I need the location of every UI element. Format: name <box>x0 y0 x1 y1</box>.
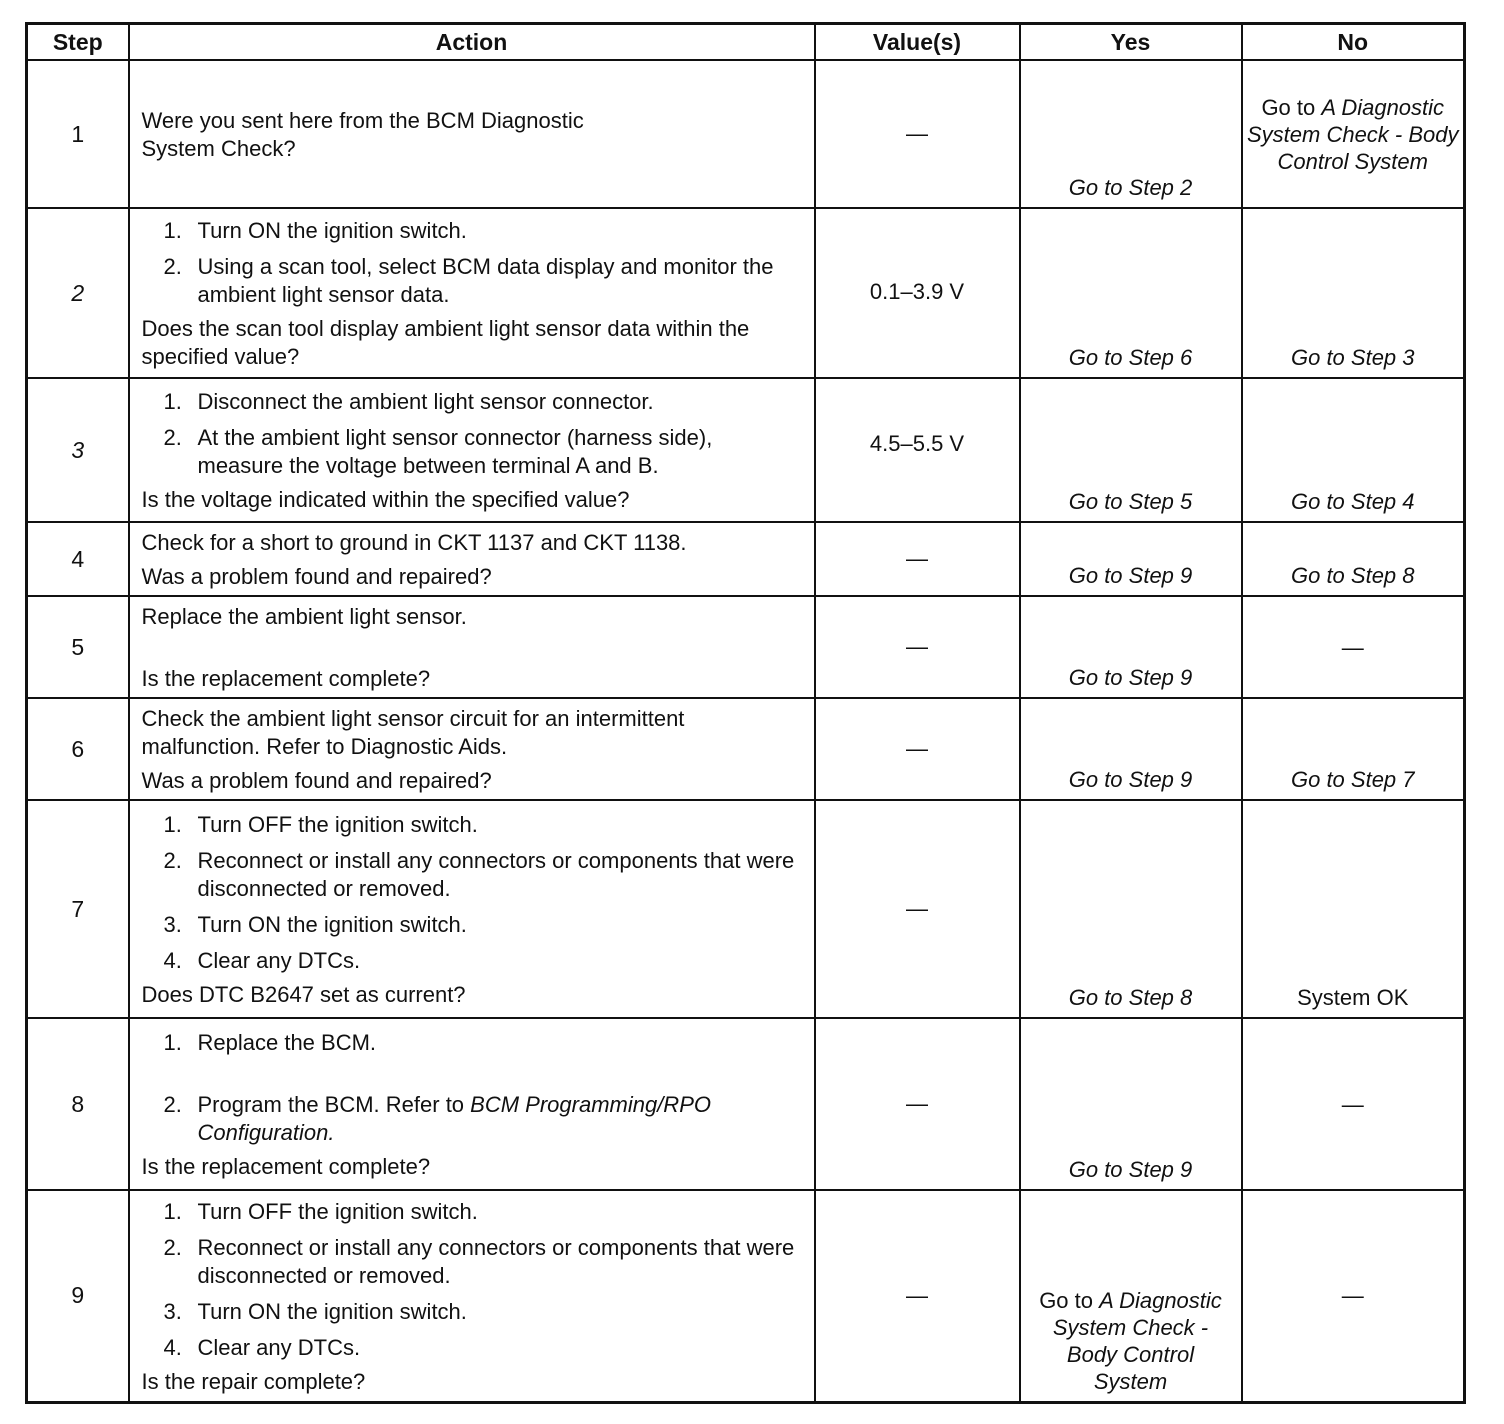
step-number: 3 <box>27 378 129 522</box>
no-cell: — <box>1242 1018 1465 1190</box>
item-number: 2. <box>163 848 182 873</box>
no-cell: System OK <box>1242 800 1465 1018</box>
step-number: 1 <box>27 60 129 208</box>
spacer <box>142 631 804 665</box>
action-cell <box>129 800 815 1018</box>
yes-link[interactable]: Go to Step 9 <box>1068 767 1193 792</box>
action-cell <box>129 378 815 522</box>
action-step-item <box>142 253 804 309</box>
item-number: 3. <box>163 912 182 937</box>
item-text: Replace the BCM. <box>197 1030 377 1055</box>
diagnostic-table <box>25 22 1466 1404</box>
yes-link[interactable]: Go to Step 9 <box>1068 1157 1193 1182</box>
value-cell: — <box>815 800 1020 1018</box>
no-cell[interactable] <box>1242 208 1465 378</box>
yes-cell[interactable] <box>1020 1190 1242 1402</box>
item-number: 1. <box>163 218 182 243</box>
yes-link[interactable]: Go to Step 5 <box>1068 489 1193 514</box>
bcm-programming-link[interactable]: BCM Programming/RPO Configuration. <box>197 1092 711 1145</box>
action-steps <box>142 1029 804 1147</box>
action-question: Was a problem found and repaired? <box>141 768 492 793</box>
no-link[interactable]: Go to Step 7 <box>1290 767 1415 792</box>
yes-cell[interactable] <box>1020 698 1242 800</box>
item-number: 2. <box>163 425 182 450</box>
item-text: Program the BCM. Refer to <box>197 1092 471 1117</box>
item-number: 3. <box>163 1298 182 1324</box>
value-cell: 0.1–3.9 V <box>815 208 1020 378</box>
step-number: 9 <box>27 1190 129 1402</box>
yes-link[interactable]: Go to Step 9 <box>1068 563 1193 588</box>
no-link[interactable]: A Diagnostic System Check - Body Control System <box>1246 94 1459 174</box>
step-number: 5 <box>27 596 129 698</box>
table-row-step-9 <box>27 1190 1465 1402</box>
no-link[interactable]: Go to Step 3 <box>1290 345 1415 370</box>
yes-link[interactable]: Go to Step 6 <box>1068 345 1193 370</box>
header-no: No <box>1242 24 1465 61</box>
table-row-step-3 <box>27 378 1465 522</box>
item-text: Clear any DTCs. <box>197 1334 361 1360</box>
value-cell: — <box>815 522 1020 596</box>
item-text: Turn ON the ignition switch. <box>197 218 467 243</box>
item-number: 1. <box>163 389 182 414</box>
action-instruction: Check the ambient light sensor circuit for an intermittent malfunction. Refer to Diagnostic Aids. <box>141 706 685 759</box>
action-step-item <box>142 847 804 903</box>
step-number: 4 <box>27 522 129 596</box>
item-text: Disconnect the ambient light sensor connector. <box>197 389 654 414</box>
yes-cell[interactable] <box>1020 378 1242 522</box>
action-step-item <box>142 1029 804 1057</box>
table-row-step-1 <box>27 60 1465 208</box>
no-prefix: Go to <box>1261 94 1322 120</box>
action-question: Does DTC B2647 set as current? <box>141 982 466 1007</box>
action-step-item <box>142 811 804 839</box>
header-values: Value(s) <box>815 24 1020 61</box>
item-number: 2. <box>163 1092 182 1117</box>
item-text: Using a scan tool, select BCM data display and monitor the ambient light sensor data. <box>197 254 774 307</box>
action-cell <box>129 1190 815 1402</box>
no-link[interactable]: Go to Step 8 <box>1290 563 1415 588</box>
item-text: Turn ON the ignition switch. <box>197 912 467 937</box>
item-text: Turn ON the ignition switch. <box>197 1298 467 1324</box>
no-link[interactable]: Go to Step 4 <box>1290 489 1415 514</box>
yes-cell[interactable] <box>1020 60 1242 208</box>
no-cell[interactable] <box>1242 60 1465 208</box>
header-yes: Yes <box>1020 24 1242 61</box>
table-row-step-8 <box>27 1018 1465 1190</box>
action-steps <box>142 217 804 309</box>
action-cell <box>129 522 815 596</box>
item-number: 1. <box>163 812 182 837</box>
yes-cell[interactable] <box>1020 208 1242 378</box>
item-number: 4. <box>163 1334 182 1360</box>
item-text: Turn OFF the ignition switch. <box>197 1198 478 1224</box>
step-number: 6 <box>27 698 129 800</box>
no-cell[interactable] <box>1242 698 1465 800</box>
action-question: Was a problem found and repaired? <box>141 564 492 589</box>
action-step-item <box>142 911 804 939</box>
value-cell: — <box>815 596 1020 698</box>
yes-cell[interactable] <box>1020 1018 1242 1190</box>
yes-link[interactable]: A Diagnostic System Check - Body Control System <box>1052 1287 1222 1394</box>
action-step-item <box>142 1091 804 1147</box>
table-row-step-4 <box>27 522 1465 596</box>
action-step-item <box>142 1198 804 1226</box>
action-step-item <box>142 424 804 480</box>
no-cell: — <box>1242 1190 1465 1402</box>
action-question: Does the scan tool display ambient light sensor data within the specified value? <box>141 316 750 369</box>
action-instruction: Check for a short to ground in CKT 1137 and CKT 1138. <box>141 530 687 555</box>
action-question: Is the replacement complete? <box>141 666 431 691</box>
action-question: Is the repair complete? <box>141 1368 366 1394</box>
header-row <box>27 24 1465 61</box>
value-cell: — <box>815 1018 1020 1190</box>
value-cell: — <box>815 60 1020 208</box>
action-step-item <box>142 947 804 975</box>
yes-link[interactable]: Go to Step 2 <box>1068 175 1193 200</box>
action-instruction: Replace the ambient light sensor. <box>141 604 467 629</box>
item-number: 4. <box>163 948 182 973</box>
no-cell: — <box>1242 596 1465 698</box>
item-text: At the ambient light sensor connector (harness side), measure the voltage between terminal A and B. <box>197 425 713 478</box>
header-step: Step <box>27 24 129 61</box>
yes-cell[interactable] <box>1020 522 1242 596</box>
step-number: 7 <box>27 800 129 1018</box>
item-number: 1. <box>163 1198 182 1224</box>
yes-link[interactable]: Go to Step 9 <box>1068 665 1193 690</box>
item-number: 2. <box>163 1234 182 1260</box>
action-cell <box>129 208 815 378</box>
value-cell: — <box>815 1190 1020 1402</box>
action-step-item <box>142 217 804 245</box>
no-cell[interactable] <box>1242 378 1465 522</box>
item-text: Turn OFF the ignition switch. <box>197 812 478 837</box>
action-cell <box>129 1018 815 1190</box>
yes-link[interactable]: Go to Step 8 <box>1068 985 1193 1010</box>
table-row-step-7 <box>27 800 1465 1018</box>
step-number: 8 <box>27 1018 129 1190</box>
action-question: Were you sent here from the BCM Diagnostic <box>141 108 584 133</box>
action-cell <box>129 60 815 208</box>
action-step-item <box>142 1298 804 1326</box>
header-action: Action <box>129 24 815 61</box>
yes-cell[interactable] <box>1020 596 1242 698</box>
action-step-item <box>142 1234 804 1290</box>
item-number: 2. <box>163 254 182 279</box>
yes-prefix: Go to <box>1039 1287 1100 1313</box>
action-steps <box>142 388 804 480</box>
item-text: Reconnect or install any connectors or components that were disconnected or removed. <box>197 848 795 901</box>
yes-cell[interactable] <box>1020 800 1242 1018</box>
action-question-cont: System Check? <box>141 136 296 161</box>
no-cell[interactable] <box>1242 522 1465 596</box>
action-step-item <box>142 1334 804 1362</box>
action-question: Is the replacement complete? <box>141 1154 431 1179</box>
value-cell: — <box>815 698 1020 800</box>
item-number: 1. <box>163 1030 182 1055</box>
item-text: Reconnect or install any connectors or components that were disconnected or removed. <box>197 1234 795 1288</box>
action-cell <box>129 596 815 698</box>
action-step-item <box>142 388 804 416</box>
table-row-step-6 <box>27 698 1465 800</box>
table-row-step-5 <box>27 596 1465 698</box>
step-number: 2 <box>27 208 129 378</box>
table-row-step-2 <box>27 208 1465 378</box>
item-text: Clear any DTCs. <box>197 948 361 973</box>
action-steps <box>142 811 804 975</box>
action-cell <box>129 698 815 800</box>
value-cell: 4.5–5.5 V <box>815 378 1020 522</box>
action-steps <box>142 1198 804 1362</box>
action-question: Is the voltage indicated within the specified value? <box>141 487 630 512</box>
